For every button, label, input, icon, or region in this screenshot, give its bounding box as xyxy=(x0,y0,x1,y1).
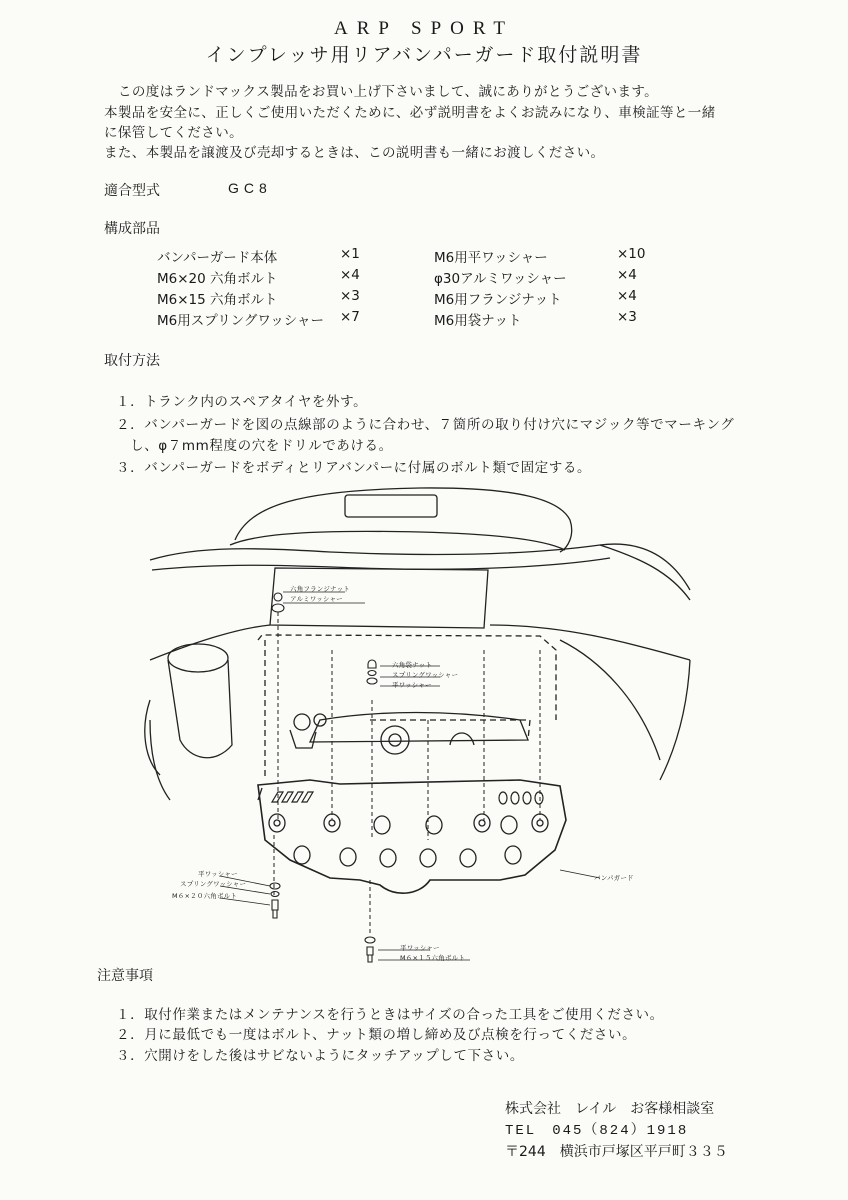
label-bolt-m6x15: M６×１５六角ボルト xyxy=(400,954,466,962)
rear-bumper-outline xyxy=(150,625,270,660)
caution-item: ３．穴開けをした後はサビないようにタッチアップして下さい。 xyxy=(116,1048,524,1064)
caution-item: ２．月に最低でも一度はボルト、ナット類の増し締め及び点検を行ってください。 xyxy=(116,1027,637,1043)
mounting-dashed-outline xyxy=(258,635,556,780)
part-qty: ×3 xyxy=(340,288,360,304)
part-qty: ×4 xyxy=(340,267,360,283)
part-qty: ×3 xyxy=(617,309,637,325)
hardware-stack-bottom-left xyxy=(270,883,280,918)
part-qty: ×4 xyxy=(617,267,637,283)
label-flat-washer-left: 平ワッシャー xyxy=(198,870,238,878)
contact-company: 株式会社 レイル お客様相談室 xyxy=(505,1101,715,1117)
label-aluminum-washer: アルミワッシャー xyxy=(290,595,343,603)
brand-heading: ARP SPORT xyxy=(334,18,514,39)
label-flange-nut: 六角フランジナット xyxy=(290,585,351,593)
fitment-label: 適合型式 xyxy=(104,183,160,199)
label-spring-washer-top: スプリングワッシャー xyxy=(392,671,459,679)
exhaust-pipe xyxy=(168,644,228,672)
intro-line: この度はランドマックス製品をお買い上げ下さいまして、誠にありがとうございます。 xyxy=(118,84,659,100)
part-name: M6用スプリングワッシャー xyxy=(157,313,324,329)
label-flat-washer-bottom: 平ワッシャー xyxy=(400,944,440,952)
components-heading: 構成部品 xyxy=(104,221,160,237)
label-bumper-guard: バンパガード xyxy=(594,874,634,882)
part-name: バンパーガード本体 xyxy=(157,250,278,266)
install-heading: 取付方法 xyxy=(104,353,160,369)
part-name: M6用袋ナット xyxy=(434,313,522,329)
part-name: M6用フランジナット xyxy=(434,292,562,308)
intro-line: また、本製品を譲渡及び売却するときは、この説明書も一緒にお渡しください。 xyxy=(104,145,605,161)
install-step: ３．バンパーガードをボディとリアバンパーに付属のボルト類で固定する。 xyxy=(116,460,592,476)
part-name: M6用平ワッシャー xyxy=(434,250,548,266)
fitment-value: GC8 xyxy=(228,180,272,196)
caution-item: １．取付作業またはメンテナンスを行うときはサイズの合った工具をご使用ください。 xyxy=(116,1007,664,1023)
document-title: インプレッサ用リアバンパーガード取付説明書 xyxy=(205,44,643,66)
install-step: し、φ７mm程度の穴をドリルであける。 xyxy=(116,438,393,454)
contact-phone: TEL 045（824）1918 xyxy=(505,1123,689,1139)
part-name: M6×20 六角ボルト xyxy=(157,271,278,287)
label-flat-washer-top: 平ワッシャー xyxy=(392,681,432,689)
hardware-stack-top-left xyxy=(272,593,284,612)
part-name: M6×15 六角ボルト xyxy=(157,292,278,308)
install-step: １．トランク内のスペアタイヤを外す。 xyxy=(116,394,368,410)
intro-line: 本製品を安全に、正しくご使用いただくために、必ず説明書をよくお読みになり、車検証等と一緒 xyxy=(104,105,716,121)
trunk-lid-outline xyxy=(235,488,572,552)
part-qty: ×4 xyxy=(617,288,637,304)
label-spring-washer-left: スプリングワッシャー xyxy=(180,880,247,888)
label-cap-nut: 六角袋ナット xyxy=(392,661,433,669)
intro-line: に保管してください。 xyxy=(104,125,243,141)
part-qty: ×10 xyxy=(617,246,646,262)
cautions-heading: 注意事項 xyxy=(97,968,153,984)
bumper-guard-plate xyxy=(258,780,566,893)
part-name: φ30アルミワッシャー xyxy=(434,271,567,287)
hardware-stack-bottom-center xyxy=(365,937,375,962)
install-step: ２．バンパーガードを図の点線部のように合わせ、７箇所の取り付け穴にマジック等でマーキング xyxy=(116,417,735,433)
contact-address: 〒244 横浜市戸塚区平戸町３３５ xyxy=(505,1144,728,1160)
part-qty: ×7 xyxy=(340,309,360,325)
part-qty: ×1 xyxy=(340,246,360,262)
label-bolt-m6x20: M６×２０六角ボルト xyxy=(172,892,238,900)
hardware-stack-top-center xyxy=(367,660,377,684)
